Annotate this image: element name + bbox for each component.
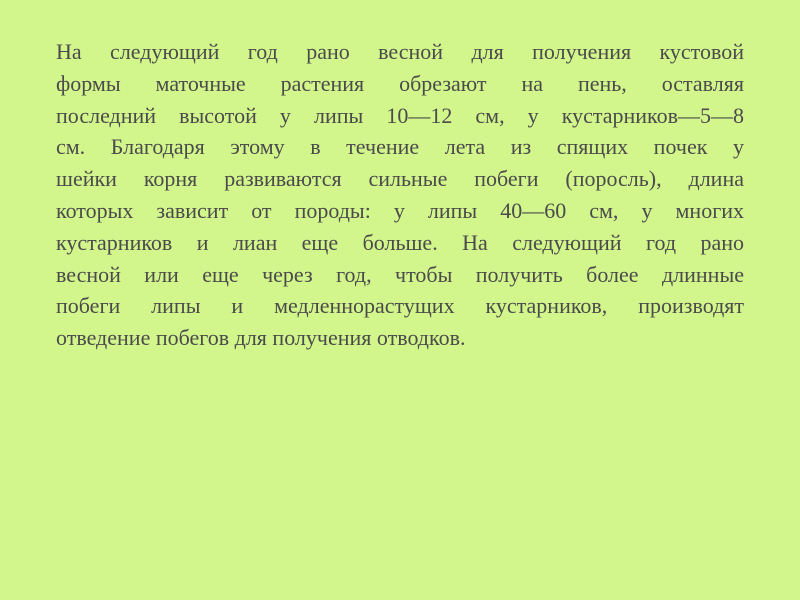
paragraph-line: весной или еще через год, чтобы получить более длинные xyxy=(56,261,744,287)
paragraph-line: На следующий год рано весной для получения кустовой xyxy=(56,39,744,64)
paragraph-line: шейки корня развиваются сильные побеги (поросль), длина xyxy=(56,166,744,192)
paragraph-line: см. Благодаря этому в течение лета из спящих почек у xyxy=(56,134,744,160)
paragraph-line: последний высотой у липы 10—12 см, у кустарников—5—8 xyxy=(56,102,744,128)
paragraph-line: которых зависит от породы: у липы 40—60 см, у многих xyxy=(56,197,744,223)
paragraph-line: побеги липы и медленнорастущих кустарников, производят xyxy=(56,293,744,319)
paragraph-line: формы маточные растения обрезают на пень, оставляя xyxy=(56,70,744,96)
body-paragraph xyxy=(56,36,744,354)
paragraph-line: отведение побегов для получения отводков. xyxy=(56,325,466,351)
paragraph-line: кустарников и лиан еще больше. На следующий год рано xyxy=(56,229,744,255)
